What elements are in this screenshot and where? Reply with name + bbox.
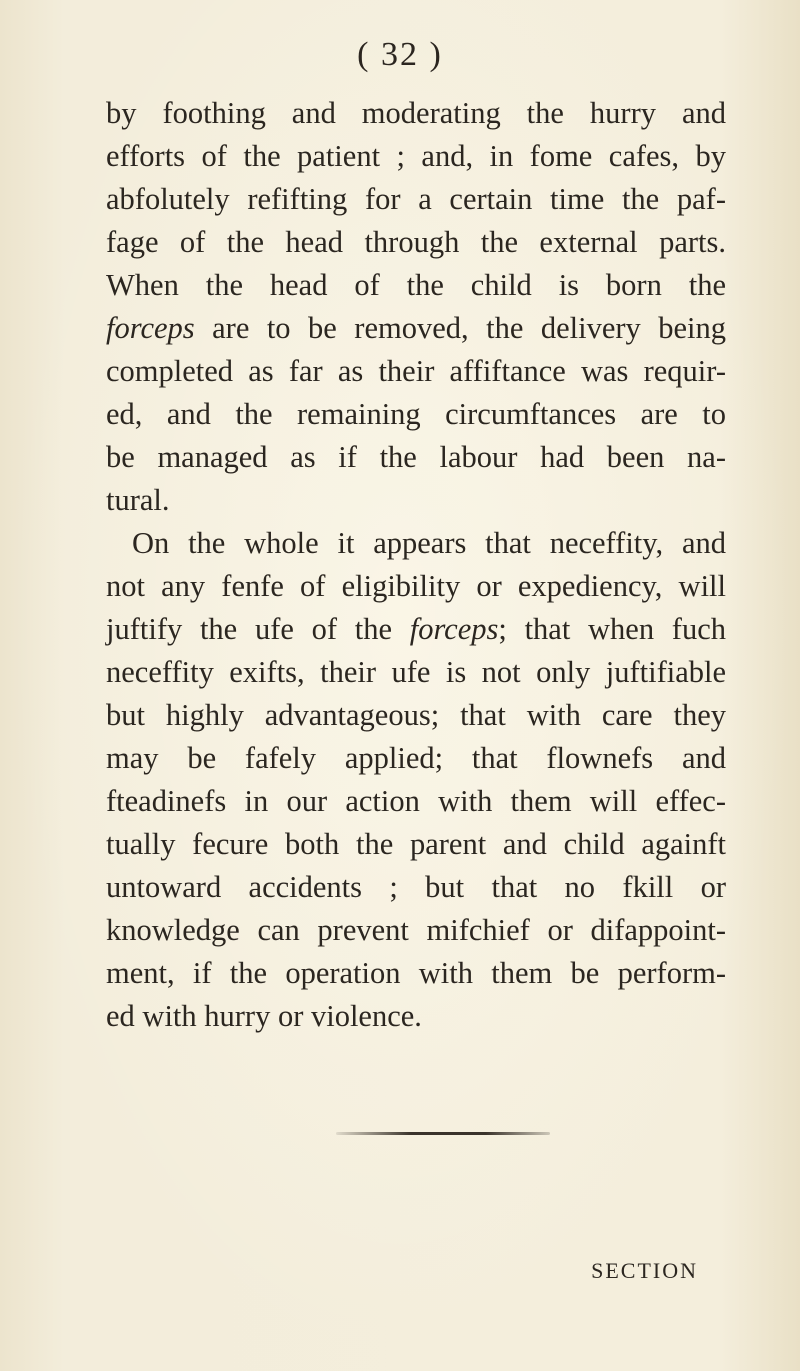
line-text: fteadinefs in our action with them will effec- xyxy=(106,784,726,818)
text-line xyxy=(106,952,726,995)
line-text: completed as far as their affiftance was requir- xyxy=(106,354,726,388)
line-text: tural. xyxy=(106,483,170,517)
catchword: SECTION xyxy=(591,1258,698,1283)
line-text: ed, and the remaining circumftances are to xyxy=(106,397,726,431)
line-text: efforts of the patient ; and, in fome cafes, by xyxy=(106,139,726,173)
italic-term: forceps xyxy=(409,612,499,646)
text-line xyxy=(106,350,726,393)
italic-term: forceps xyxy=(106,311,195,345)
line-text: are to be removed, the delivery being xyxy=(194,311,726,345)
text-line xyxy=(106,866,726,909)
line-text: untoward accidents ; but that no fkill or xyxy=(106,870,726,904)
text-line xyxy=(106,479,726,522)
body-text xyxy=(106,92,726,1038)
text-line xyxy=(106,608,726,651)
line-text: knowledge can prevent mifchief or difappoint- xyxy=(106,913,726,947)
page-number: ( 32 ) xyxy=(357,36,443,73)
line-text: but highly advantageous; that with care they xyxy=(106,698,726,732)
text-line xyxy=(106,737,726,780)
text-line xyxy=(106,565,726,608)
text-line xyxy=(106,651,726,694)
line-text: fage of the head through the external parts. xyxy=(106,225,726,259)
text-line xyxy=(106,307,726,350)
line-text: be managed as if the labour had been na- xyxy=(106,440,726,474)
line-text: juftify the ufe of the xyxy=(106,612,410,646)
text-line xyxy=(106,393,726,436)
paragraph-1 xyxy=(106,92,726,522)
line-text: by foothing and moderating the hurry and xyxy=(106,96,726,130)
text-line xyxy=(106,436,726,479)
line-text: When the head of the child is born the xyxy=(106,268,726,302)
text-line xyxy=(106,264,726,307)
paragraph-2 xyxy=(106,522,726,1038)
text-line xyxy=(106,780,726,823)
line-text: neceffity exifts, their ufe is not only juftifiable xyxy=(106,655,726,689)
text-line xyxy=(106,92,726,135)
text-line xyxy=(106,135,726,178)
line-text: tually fecure both the parent and child againft xyxy=(106,827,726,861)
line-text: not any fenfe of eligibility or expediency, will xyxy=(106,569,726,603)
line-text: abfolutely refifting for a certain time the paf- xyxy=(106,182,726,216)
text-line xyxy=(106,178,726,221)
text-line xyxy=(106,909,726,952)
text-line xyxy=(106,823,726,866)
text-line xyxy=(106,995,726,1038)
line-text: ; that when fuch xyxy=(498,612,727,646)
ornamental-rule xyxy=(336,1132,550,1135)
text-line xyxy=(106,694,726,737)
line-text: may be fafely applied; that flownefs and xyxy=(106,741,726,775)
text-line xyxy=(106,221,726,264)
line-text: ment, if the operation with them be perform- xyxy=(106,956,726,990)
line-text: ed with hurry or violence. xyxy=(106,999,422,1033)
text-line xyxy=(106,522,726,565)
line-text: On the whole it appears that neceffity, and xyxy=(132,526,726,560)
